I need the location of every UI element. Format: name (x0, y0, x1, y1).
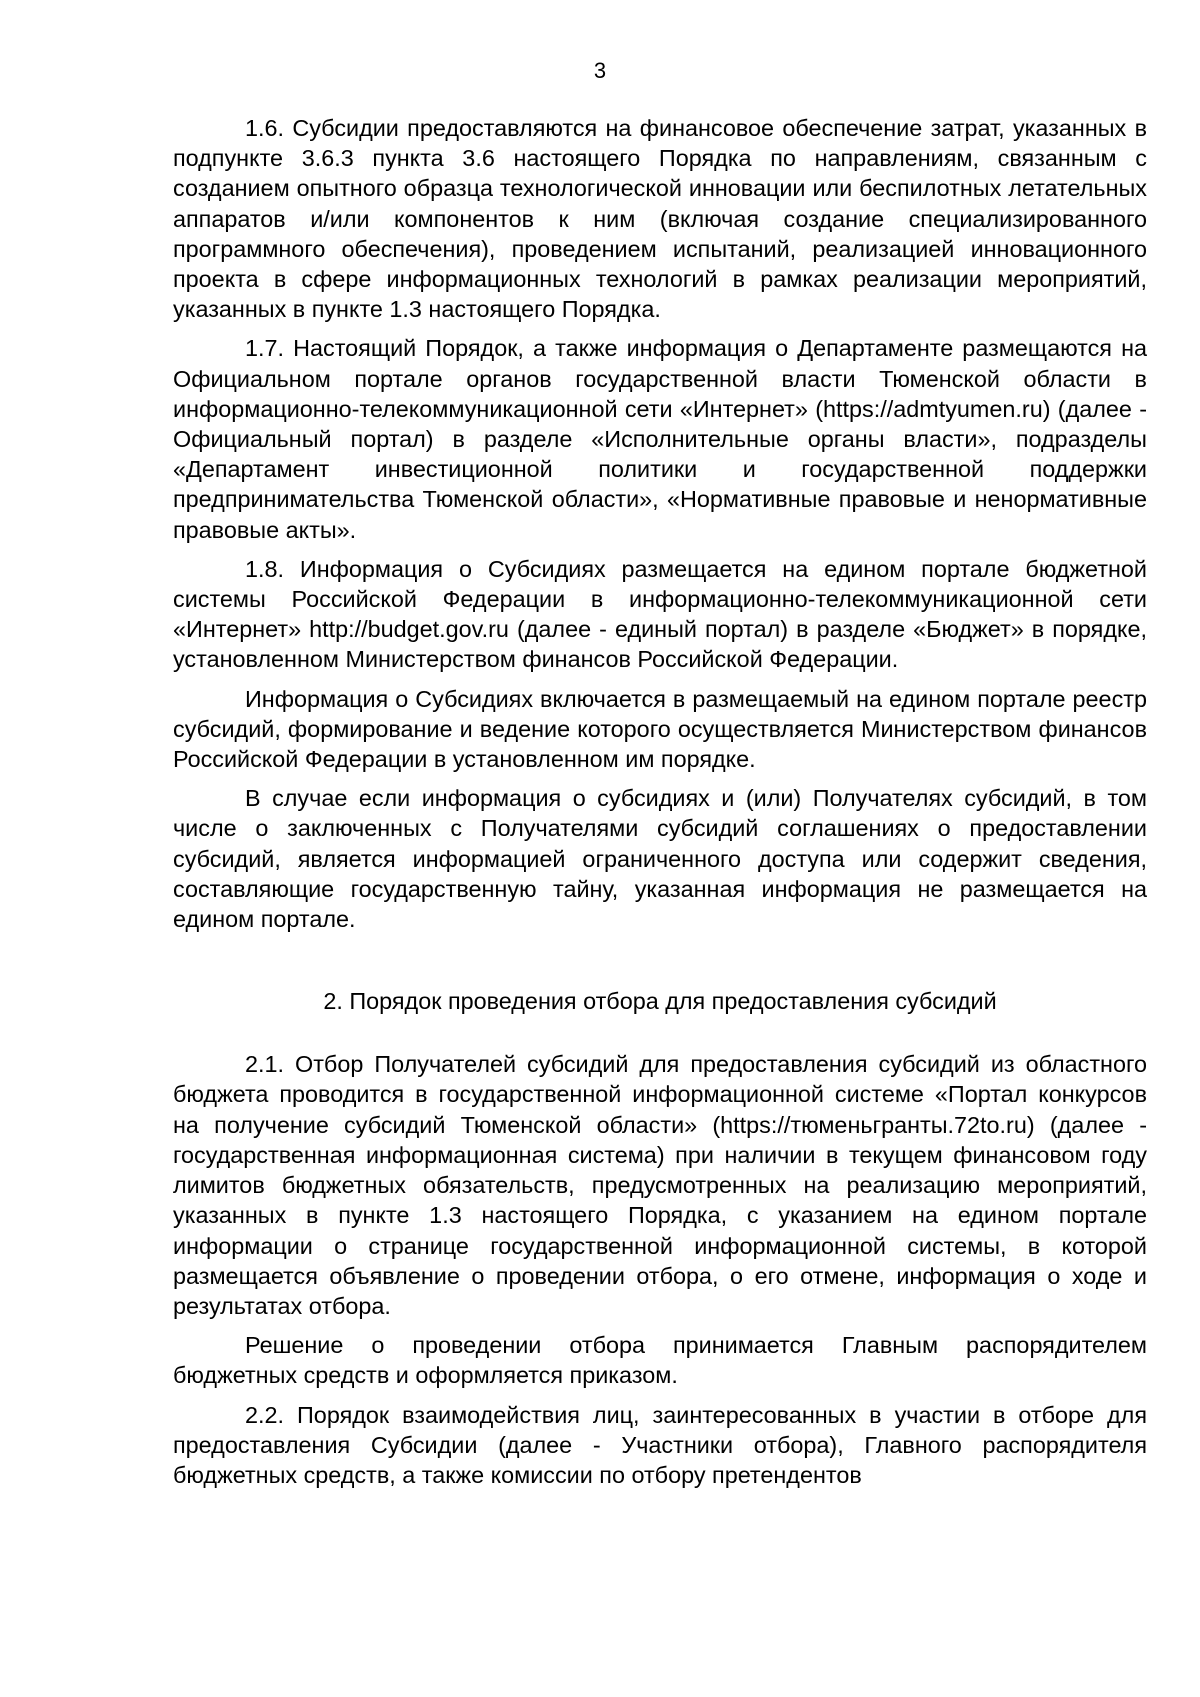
section-heading: 2. Порядок проведения отбора для предоставления субсидий (323, 988, 997, 1015)
page-number: 3 (593, 58, 607, 83)
document-body (173, 113, 1147, 1490)
paragraph-decision: Решение о проведении отбора принимается Главным распорядителем бюджетных средств и оформляется приказом. (173, 1332, 1147, 1389)
paragraph-2-2: 2.2. Порядок взаимодействия лиц, заинтересованных в участии в отборе для предоставления Субсидии (далее - Участники отбора), Главного распорядителя бюджетных средств, а также комиссии по отбору претендентов (173, 1401, 1147, 1488)
paragraph-1-6: 1.6. Субсидии предоставляются на финансовое обеспечение затрат, указанных в подпункте 3.6.3 пункта 3.6 настоящего Порядка по направлениям, связанным с созданием опытного образца технологической инновации или беспилотных летательных аппаратов и/или компонентов к ним (включая создание специализированного программного обеспечения), проведением испытаний, реализацией инновационного проекта в сфере информационных технологий в рамках реализации мероприятий, указанных в пункте 1.3 настоящего Порядка. (173, 115, 1147, 323)
paragraph-registry: Информация о Субсидиях включается в размещаемый на едином портале реестр субсидий, формирование и ведение которого осуществляется Министерством финансов Российской Федерации в установленном им порядке. (173, 685, 1147, 773)
paragraph-1-8: 1.8. Информация о Субсидиях размещается на едином портале бюджетной системы Российской Федерации в информационно-телекоммуникационной сети «Интернет» http://budget.gov.ru (далее - единый портал) в разделе «Бюджет» в порядке, установленном Министерством финансов Российской Федерации. (173, 555, 1147, 673)
paragraph-1-7: 1.7. Настоящий Порядок, а также информация о Департаменте размещаются на Официальном портале органов государственной власти Тюменской области в информационно-телекоммуникационной сети «Интернет» (https://admtyumen.ru) (далее - Официальный портал) в разделе «Исполнительные органы власти», подразделы «Департамент инвестиционной политики и государственной поддержки предпринимательства Тюменской области», «Нормативные правовые и ненормативные правовые акты». (173, 335, 1147, 543)
paragraph-restricted-info: В случае если информация о субсидиях и (или) Получателях субсидий, в том числе о заключенных с Получателями субсидий соглашениях о предоставлении субсидий, является информацией ограниченного доступа или содержит сведения, составляющие государственную тайну, указанная информация не размещается на едином портале. (173, 785, 1147, 933)
paragraph-2-1: 2.1. Отбор Получателей субсидий для предоставления субсидий из областного бюджета проводится в государственной информационной системе «Портал конкурсов на получение субсидий Тюменской области» (https://тюменьгранты.72to.ru) (далее - государственная информационная система) при наличии в текущем финансовом году лимитов бюджетных обязательств, предусмотренных на реализацию мероприятий, указанных в пункте 1.3 настоящего Порядка, с указанием на едином портале информации о странице государственной информационной системы, в которой размещается объявление о проведении отбора, о его отмене, информация о ходе и результатах отбора. (173, 1051, 1147, 1319)
